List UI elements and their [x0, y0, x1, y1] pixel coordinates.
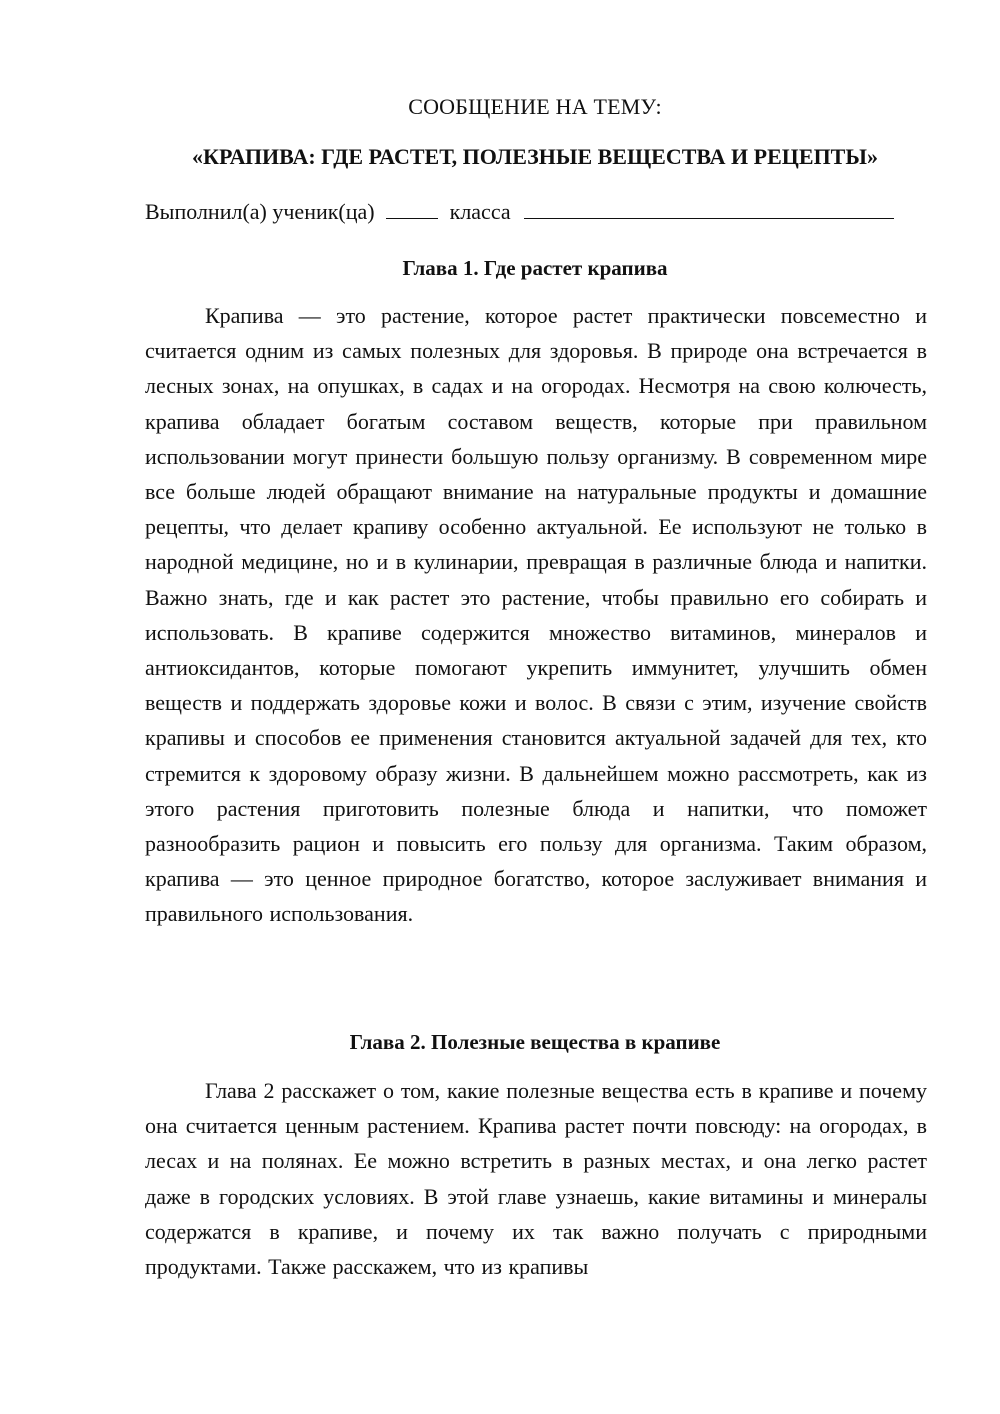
chapter-1-title: Глава 1. Где растет крапива: [402, 256, 668, 280]
chapter-1-paragraph: Крапива — это растение, которое растет практически повсеместно и считается одним из самых полезных для здоровья. В природе она встречается в лесных зонах, на опушках, в садах и на огородах. Несмотря на свою колючесть, крапива обладает богатым составом веществ, которые при правильном использовании могут принести большую пользу организму. В современном мире все больше людей обращают внимание на натуральные продукты и домашние рецепты, что делает крапиву особенно актуальной. Ее используют не только в народной медицине, но и в кулинарии, превращая в различные блюда и напитки. Важно знать, где и как растет это растение, чтобы правильно его собирать и использовать. В крапиве содержится множество витаминов, минералов и антиоксидантов, которые помогают укрепить иммунитет, улучшить обмен веществ и поддержать здоровье кожи и волос. В связи с этим, изучение свойств крапивы и способов ее применения становится актуальной задачей для тех, кто стремится к здоровому образу жизни. В дальнейшем можно рассмотреть, как из этого растения приготовить полезные блюда и напитки, что поможет разнообразить рацион и повысить его пользу для организма. Таким образом, крапива — это ценное природное богатство, которое заслуживает внимания и правильного использования.: [145, 303, 927, 927]
author-prefix: Выполнил(а) ученик(ца): [145, 199, 375, 224]
class-number-blank: [386, 198, 438, 219]
chapter-2-title: Глава 2. Полезные вещества в крапиве: [349, 1030, 721, 1054]
document-title: «КРАПИВА: ГДЕ РАСТЕТ, ПОЛЕЗНЫЕ ВЕЩЕСТВА И РЕЦЕПТЫ»: [192, 144, 878, 169]
chapter-2-paragraph: Глава 2 расскажет о том, какие полезные вещества есть в крапиве и почему она считается ценным растением. Крапива растет почти повсюду: на огородах, в лесах и на полянах. Ее можно встретить в разных местах, и она легко растет даже в городских условиях. В этой главе узнаешь, какие витамины и минералы содержатся в крапиве, и почему их так важно получать с природными продуктами. Также расскажем, что из крапивы: [145, 1078, 927, 1280]
class-word: класса: [449, 199, 511, 224]
document-heading-line-1: СООБЩЕНИЕ НА ТЕМУ:: [408, 94, 662, 119]
author-line: [145, 198, 894, 225]
student-name-blank: [524, 198, 894, 219]
